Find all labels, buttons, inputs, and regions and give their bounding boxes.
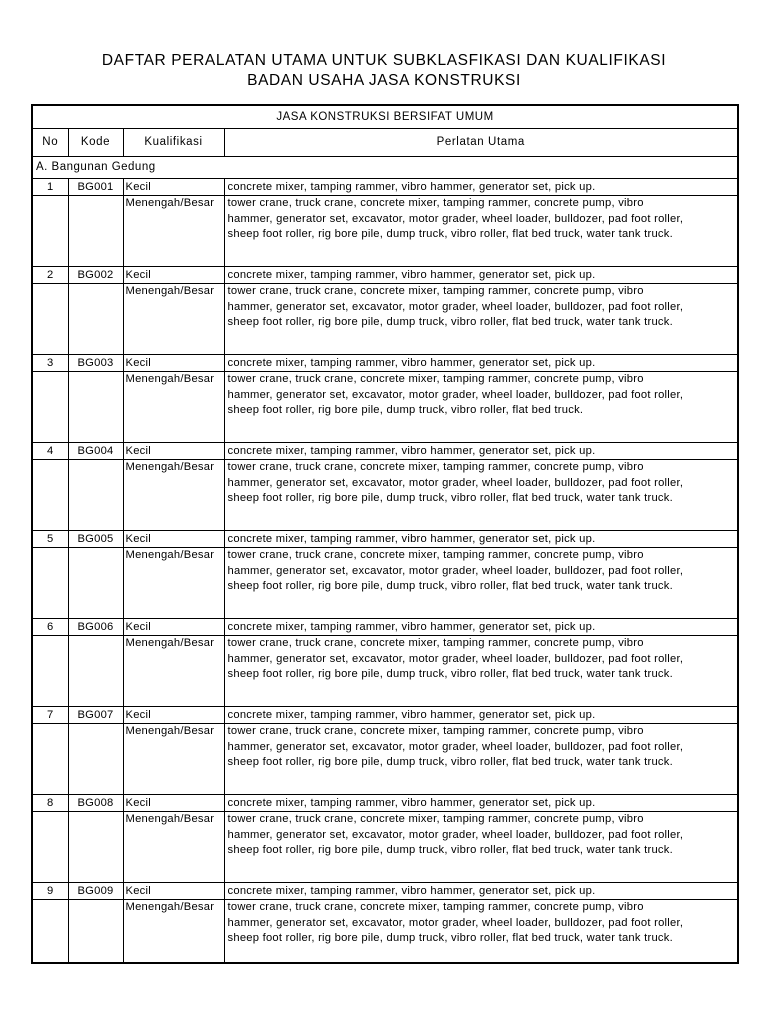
peralatan-kecil: concrete mixer, tamping rammer, vibro hammer, generator set, pick up. bbox=[224, 707, 738, 724]
table-row-kecil bbox=[32, 707, 738, 724]
spacer-cell bbox=[32, 258, 68, 267]
spacer-cell bbox=[32, 698, 68, 707]
row-code: BG003 bbox=[68, 355, 123, 372]
row-number: 8 bbox=[32, 795, 68, 812]
peralatan-line: hammer, generator set, excavator, motor grader, wheel loader, bulldozer, pad foot roller, bbox=[227, 828, 684, 841]
row-number-spacer bbox=[32, 372, 68, 435]
row-number: 9 bbox=[32, 883, 68, 900]
peralatan-line: tower crane, truck crane, concrete mixer, tamping rammer, concrete pump, vibro bbox=[227, 725, 644, 737]
spacer-cell bbox=[32, 786, 68, 795]
peralatan-line: sheep foot roller, rig bore pile, dump truck, vibro roller, flat bed truck, water tank truck. bbox=[227, 228, 673, 241]
table-group-header-row bbox=[32, 105, 738, 129]
spacer-cell bbox=[68, 258, 123, 267]
peralatan-line: sheep foot roller, rig bore pile, dump truck, vibro roller, flat bed truck, water tank truck. bbox=[227, 580, 673, 593]
peralatan-line: tower crane, truck crane, concrete mixer, tamping rammer, concrete pump, vibro bbox=[227, 637, 644, 649]
row-code-spacer bbox=[68, 372, 123, 435]
row-number: 2 bbox=[32, 267, 68, 284]
row-code: BG009 bbox=[68, 883, 123, 900]
kualifikasi-kecil: Kecil bbox=[123, 355, 224, 372]
row-spacer bbox=[32, 786, 738, 795]
peralatan-line: hammer, generator set, excavator, motor grader, wheel loader, bulldozer, pad foot roller, bbox=[227, 740, 684, 753]
spacer-cell bbox=[224, 698, 738, 707]
peralatan-line: sheep foot roller, rig bore pile, dump truck, vibro roller, flat bed truck, water tank truck. bbox=[227, 844, 673, 857]
spacer-cell bbox=[123, 874, 224, 883]
row-spacer bbox=[32, 258, 738, 267]
kualifikasi-kecil: Kecil bbox=[123, 707, 224, 724]
group-header: JASA KONSTRUKSI BERSIFAT UMUM bbox=[32, 105, 738, 129]
row-number-spacer bbox=[32, 812, 68, 875]
table-row-menengah-besar bbox=[32, 548, 738, 611]
table-row-kecil bbox=[32, 355, 738, 372]
row-number: 7 bbox=[32, 707, 68, 724]
peralatan-menengah-besar bbox=[224, 724, 738, 787]
table-row-menengah-besar bbox=[32, 460, 738, 523]
spacer-cell bbox=[68, 434, 123, 443]
kualifikasi-kecil: Kecil bbox=[123, 443, 224, 460]
spacer-cell bbox=[123, 258, 224, 267]
spacer-cell bbox=[224, 874, 738, 883]
peralatan-line: tower crane, truck crane, concrete mixer, tamping rammer, concrete pump, vibro bbox=[227, 461, 644, 473]
peralatan-menengah-besar bbox=[224, 460, 738, 523]
spacer-cell bbox=[224, 258, 738, 267]
row-number-spacer bbox=[32, 460, 68, 523]
table-column-header-row bbox=[32, 129, 738, 157]
peralatan-line: hammer, generator set, excavator, motor grader, wheel loader, bulldozer, pad foot roller, bbox=[227, 300, 684, 313]
peralatan-line: hammer, generator set, excavator, motor grader, wheel loader, bulldozer, pad foot roller, bbox=[227, 476, 684, 489]
peralatan-kecil: concrete mixer, tamping rammer, vibro hammer, generator set, pick up. bbox=[224, 355, 738, 372]
table-row-menengah-besar bbox=[32, 812, 738, 875]
row-code: BG001 bbox=[68, 179, 123, 196]
row-code: BG004 bbox=[68, 443, 123, 460]
table-row-kecil bbox=[32, 531, 738, 548]
peralatan-kecil: concrete mixer, tamping rammer, vibro hammer, generator set, pick up. bbox=[224, 267, 738, 284]
table-row-menengah-besar bbox=[32, 196, 738, 259]
row-code-spacer bbox=[68, 900, 123, 964]
peralatan-kecil: concrete mixer, tamping rammer, vibro hammer, generator set, pick up. bbox=[224, 531, 738, 548]
table-row-menengah-besar bbox=[32, 284, 738, 347]
column-header-kode: Kode bbox=[68, 129, 123, 157]
kualifikasi-menengah-besar: Menengah/Besar bbox=[123, 372, 224, 435]
spacer-cell bbox=[32, 610, 68, 619]
row-number-spacer bbox=[32, 196, 68, 259]
kualifikasi-menengah-besar: Menengah/Besar bbox=[123, 460, 224, 523]
peralatan-menengah-besar bbox=[224, 284, 738, 347]
row-spacer bbox=[32, 346, 738, 355]
peralatan-menengah-besar bbox=[224, 812, 738, 875]
spacer-cell bbox=[68, 610, 123, 619]
spacer-cell bbox=[32, 434, 68, 443]
row-number-spacer bbox=[32, 900, 68, 964]
kualifikasi-menengah-besar: Menengah/Besar bbox=[123, 812, 224, 875]
spacer-cell bbox=[224, 610, 738, 619]
peralatan-menengah-besar bbox=[224, 636, 738, 699]
row-number-spacer bbox=[32, 636, 68, 699]
row-number-spacer bbox=[32, 548, 68, 611]
row-code-spacer bbox=[68, 284, 123, 347]
table-row-kecil bbox=[32, 795, 738, 812]
kualifikasi-kecil: Kecil bbox=[123, 267, 224, 284]
peralatan-line: sheep foot roller, rig bore pile, dump truck, vibro roller, flat bed truck, water tank truck. bbox=[227, 756, 673, 769]
row-spacer bbox=[32, 434, 738, 443]
table-row-menengah-besar bbox=[32, 900, 738, 964]
peralatan-line: tower crane, truck crane, concrete mixer, tamping rammer, concrete pump, vibro bbox=[227, 901, 644, 913]
peralatan-line: sheep foot roller, rig bore pile, dump truck, vibro roller, flat bed truck, water tank truck. bbox=[227, 668, 673, 681]
document-subtitle: BADAN USAHA JASA KONSTRUKSI bbox=[247, 72, 521, 89]
spacer-cell bbox=[123, 434, 224, 443]
spacer-cell bbox=[123, 610, 224, 619]
peralatan-kecil: concrete mixer, tamping rammer, vibro hammer, generator set, pick up. bbox=[224, 795, 738, 812]
spacer-cell bbox=[123, 522, 224, 531]
row-code: BG008 bbox=[68, 795, 123, 812]
kualifikasi-menengah-besar: Menengah/Besar bbox=[123, 900, 224, 964]
peralatan-line: tower crane, truck crane, concrete mixer, tamping rammer, concrete pump, vibro bbox=[227, 373, 644, 385]
table-row-menengah-besar bbox=[32, 636, 738, 699]
spacer-cell bbox=[32, 874, 68, 883]
spacer-cell bbox=[68, 698, 123, 707]
kualifikasi-menengah-besar: Menengah/Besar bbox=[123, 724, 224, 787]
peralatan-kecil: concrete mixer, tamping rammer, vibro hammer, generator set, pick up. bbox=[224, 883, 738, 900]
peralatan-kecil: concrete mixer, tamping rammer, vibro hammer, generator set, pick up. bbox=[224, 443, 738, 460]
row-code: BG007 bbox=[68, 707, 123, 724]
peralatan-line: tower crane, truck crane, concrete mixer, tamping rammer, concrete pump, vibro bbox=[227, 813, 644, 825]
peralatan-kecil: concrete mixer, tamping rammer, vibro hammer, generator set, pick up. bbox=[224, 619, 738, 636]
peralatan-menengah-besar bbox=[224, 548, 738, 611]
kualifikasi-menengah-besar: Menengah/Besar bbox=[123, 548, 224, 611]
row-code-spacer bbox=[68, 724, 123, 787]
row-number: 6 bbox=[32, 619, 68, 636]
row-spacer bbox=[32, 874, 738, 883]
peralatan-line: tower crane, truck crane, concrete mixer, tamping rammer, concrete pump, vibro bbox=[227, 549, 644, 561]
table-row-kecil bbox=[32, 619, 738, 636]
table-row-kecil bbox=[32, 267, 738, 284]
section-label: A. Bangunan Gedung bbox=[32, 157, 738, 179]
spacer-cell bbox=[68, 786, 123, 795]
spacer-cell bbox=[32, 522, 68, 531]
row-number-spacer bbox=[32, 724, 68, 787]
spacer-cell bbox=[32, 346, 68, 355]
table-row-kecil bbox=[32, 443, 738, 460]
peralatan-line: sheep foot roller, rig bore pile, dump truck, vibro roller, flat bed truck. bbox=[227, 404, 584, 417]
row-code-spacer bbox=[68, 812, 123, 875]
spacer-cell bbox=[123, 698, 224, 707]
peralatan-line: hammer, generator set, excavator, motor grader, wheel loader, bulldozer, pad foot roller, bbox=[227, 212, 684, 225]
row-spacer bbox=[32, 698, 738, 707]
peralatan-line: hammer, generator set, excavator, motor grader, wheel loader, bulldozer, pad foot roller, bbox=[227, 388, 684, 401]
kualifikasi-kecil: Kecil bbox=[123, 883, 224, 900]
spacer-cell bbox=[224, 346, 738, 355]
peralatan-line: tower crane, truck crane, concrete mixer, tamping rammer, concrete pump, vibro bbox=[227, 285, 644, 297]
row-code-spacer bbox=[68, 460, 123, 523]
spacer-cell bbox=[68, 522, 123, 531]
table-row-kecil bbox=[32, 179, 738, 196]
spacer-cell bbox=[68, 346, 123, 355]
spacer-cell bbox=[224, 434, 738, 443]
row-number: 3 bbox=[32, 355, 68, 372]
row-code-spacer bbox=[68, 548, 123, 611]
kualifikasi-menengah-besar: Menengah/Besar bbox=[123, 284, 224, 347]
kualifikasi-kecil: Kecil bbox=[123, 531, 224, 548]
peralatan-line: hammer, generator set, excavator, motor grader, wheel loader, bulldozer, pad foot roller, bbox=[227, 652, 684, 665]
peralatan-line: sheep foot roller, rig bore pile, dump truck, vibro roller, flat bed truck, water tank truck. bbox=[227, 316, 673, 329]
column-header-no: No bbox=[32, 129, 68, 157]
table-row-menengah-besar bbox=[32, 724, 738, 787]
row-number: 4 bbox=[32, 443, 68, 460]
kualifikasi-kecil: Kecil bbox=[123, 619, 224, 636]
column-header-peralatan: Perlatan Utama bbox=[224, 129, 738, 157]
equipment-table bbox=[31, 104, 739, 964]
peralatan-line: hammer, generator set, excavator, motor grader, wheel loader, bulldozer, pad foot roller, bbox=[227, 916, 684, 929]
spacer-cell bbox=[224, 786, 738, 795]
section-row bbox=[32, 157, 738, 179]
spacer-cell bbox=[224, 522, 738, 531]
peralatan-menengah-besar bbox=[224, 900, 738, 964]
peralatan-line: sheep foot roller, rig bore pile, dump truck, vibro roller, flat bed truck, water tank truck. bbox=[227, 932, 673, 945]
row-number-spacer bbox=[32, 284, 68, 347]
peralatan-line: tower crane, truck crane, concrete mixer, tamping rammer, concrete pump, vibro bbox=[227, 197, 644, 209]
peralatan-menengah-besar bbox=[224, 196, 738, 259]
row-code-spacer bbox=[68, 636, 123, 699]
document-title: DAFTAR PERALATAN UTAMA UNTUK SUBKLASFIKASI DAN KUALIFIKASI bbox=[101, 52, 667, 69]
kualifikasi-kecil: Kecil bbox=[123, 795, 224, 812]
table-row-kecil bbox=[32, 883, 738, 900]
peralatan-menengah-besar bbox=[224, 372, 738, 435]
spacer-cell bbox=[68, 874, 123, 883]
row-code: BG006 bbox=[68, 619, 123, 636]
kualifikasi-menengah-besar: Menengah/Besar bbox=[123, 196, 224, 259]
spacer-cell bbox=[123, 346, 224, 355]
row-spacer bbox=[32, 522, 738, 531]
column-header-kualifikasi: Kualifikasi bbox=[123, 129, 224, 157]
row-code: BG005 bbox=[68, 531, 123, 548]
peralatan-kecil: concrete mixer, tamping rammer, vibro hammer, generator set, pick up. bbox=[224, 179, 738, 196]
kualifikasi-menengah-besar: Menengah/Besar bbox=[123, 636, 224, 699]
row-code-spacer bbox=[68, 196, 123, 259]
row-number: 5 bbox=[32, 531, 68, 548]
row-spacer bbox=[32, 610, 738, 619]
row-number: 1 bbox=[32, 179, 68, 196]
row-code: BG002 bbox=[68, 267, 123, 284]
table-row-menengah-besar bbox=[32, 372, 738, 435]
peralatan-line: sheep foot roller, rig bore pile, dump truck, vibro roller, flat bed truck, water tank truck. bbox=[227, 492, 673, 505]
kualifikasi-kecil: Kecil bbox=[123, 179, 224, 196]
spacer-cell bbox=[123, 786, 224, 795]
peralatan-line: hammer, generator set, excavator, motor grader, wheel loader, bulldozer, pad foot roller, bbox=[227, 564, 684, 577]
